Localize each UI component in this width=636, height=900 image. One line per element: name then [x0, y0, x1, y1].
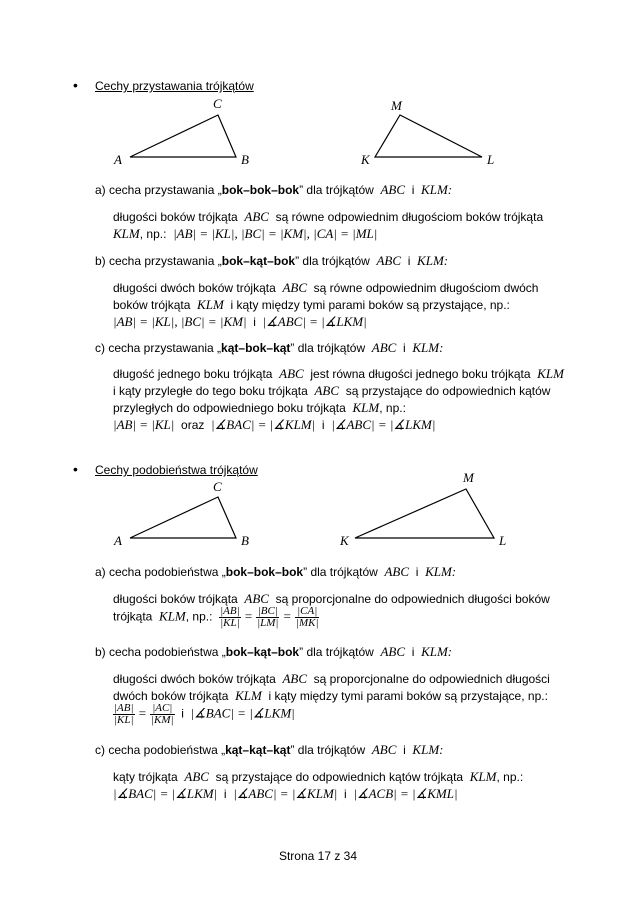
text: długości dwóch boków trójkąta [113, 672, 276, 686]
math: KLM [537, 366, 564, 381]
math-equation: |AB| = |KL| [113, 417, 175, 432]
math: ABC [376, 253, 402, 268]
text: i [411, 183, 415, 197]
criterion-name: kąt–kąt–kąt [225, 743, 291, 757]
text: kąty trójkąta [113, 770, 178, 784]
text: i [411, 645, 415, 659]
similarity-sss-title [95, 564, 456, 580]
math: ABC [244, 209, 269, 224]
math: ABC [282, 280, 307, 295]
text: i [403, 341, 406, 355]
math: KLM: [412, 742, 444, 757]
math: ABC [380, 644, 406, 659]
vertex-label-k: K [361, 152, 370, 167]
vertex-label-c: C [213, 479, 222, 494]
criterion-name: bok–kąt–bok [225, 645, 300, 659]
math: ABC [371, 340, 397, 355]
similarity-sas-line3 [113, 703, 295, 726]
text: są przystające do odpowiednich kątów trójkąta [215, 770, 464, 784]
text: ” dla trójkątów [303, 565, 378, 579]
fraction: $\frac{|AB|}{|KL|}$ [220, 605, 240, 629]
text: boków trójkąta [113, 298, 191, 312]
text: są równe odpowiednim długościom dwóch [313, 281, 539, 295]
criterion-name: bok–bok–bok [225, 565, 304, 579]
text: i [403, 743, 406, 757]
fraction: $\frac{|AB|}{|KL|}$ [114, 702, 134, 726]
math: ABC [380, 182, 406, 197]
math: ABC [314, 383, 340, 398]
math: ABC [384, 564, 410, 579]
text: , np.: [496, 770, 524, 784]
text: ” dla trójkątów [290, 743, 366, 757]
text: c) cecha podobieństwa „ [95, 743, 226, 757]
vertex-label-k: K [340, 533, 349, 548]
equals-sign: = [243, 608, 253, 624]
text: ” dla trójkątów [290, 341, 366, 355]
similarity-aaa-title [95, 742, 443, 758]
vertex-label-c: C [213, 96, 222, 111]
text: a) cecha przystawania „ [95, 183, 222, 197]
similarity-aaa-line2 [113, 786, 458, 802]
text: trójkąta [113, 609, 153, 624]
math-equation: |∡ABC| = |∡KLM| [233, 786, 338, 801]
vertex-label-a: A [114, 152, 122, 167]
triangle-klm [355, 489, 494, 538]
bullet-icon: • [73, 77, 78, 93]
fraction: $\frac{|CA|}{|MK|}$ [295, 605, 319, 629]
text: i [344, 787, 347, 801]
math: ABC [282, 671, 307, 686]
math-equation: |AB| = |KL|, |BC| = |KM|, |CA| = |ML| [173, 226, 378, 241]
criterion-name: bok–bok–bok [221, 183, 300, 197]
text: b) cecha podobieństwa „ [95, 645, 226, 659]
vertex-label-m: M [463, 470, 474, 485]
vertex-label-a: A [114, 533, 122, 548]
math: KLM [352, 400, 380, 415]
vertex-label-l: L [487, 152, 495, 167]
math: ABC [244, 591, 269, 606]
text: c) cecha przystawania „ [95, 341, 222, 355]
math: ABC [184, 769, 209, 784]
equals-sign: = [137, 705, 147, 721]
text: a) cecha podobieństwa „ [95, 565, 226, 579]
criterion-name: kąt–bok–kąt [221, 341, 291, 355]
text: ” dla trójkątów [299, 183, 374, 197]
equals-sign: = [282, 608, 292, 624]
math: KLM [113, 226, 140, 241]
fraction: $\frac{|BC|}{|LM|}$ [257, 605, 279, 629]
text: i kąty przyległe do tego boku trójkąta [113, 384, 308, 398]
math-equation: |∡ABC| = |∡LKM| [262, 314, 367, 329]
text: długości boków trójkąta [113, 210, 238, 224]
math: KLM: [412, 340, 444, 355]
text: są proporcjonalne do odpowiednich długości boków [275, 592, 550, 606]
similarity-sas-line2 [113, 688, 548, 704]
section-heading: Cechy przystawania trójkątów [95, 79, 254, 93]
math-equation: |∡BAC| = |∡KLM| [211, 417, 316, 432]
math-equation: |∡ACB| = |∡KML| [353, 786, 458, 801]
math-equation: |∡ABC| = |∡LKM| [331, 417, 436, 432]
vertex-label-b: B [241, 152, 249, 167]
text: i [223, 787, 227, 801]
page-footer: Strona 17 z 34 [278, 849, 358, 863]
text: , np.: [185, 609, 213, 624]
text: są przystające do odpowiednich kątów [345, 384, 551, 398]
similarity-sas-title [95, 644, 452, 660]
text: oraz [181, 418, 205, 432]
math: KLM [197, 297, 224, 312]
math: KLM [469, 769, 497, 784]
math-equation: |AB| = |KL|, |BC| = |KM| [113, 314, 247, 329]
text: i [181, 706, 184, 721]
text: długości dwóch boków trójkąta [113, 281, 276, 295]
section-heading: Cechy podobieństwa trójkątów [95, 463, 258, 477]
text: i [321, 418, 325, 432]
text: dwóch boków trójkąta [113, 689, 229, 703]
similarity-sss-line2 [113, 606, 319, 629]
bullet-icon: • [73, 461, 78, 477]
text: i [407, 254, 411, 268]
math: KLM: [425, 564, 457, 579]
text: ” dla trójkątów [299, 645, 374, 659]
text: długość jednego boku trójkąta [113, 367, 273, 381]
fraction: $\frac{|AC|}{|KM|}$ [150, 702, 174, 726]
vertex-label-l: L [499, 533, 507, 548]
math: KLM: [421, 644, 453, 659]
vertex-label-b: B [241, 533, 249, 548]
math-equation: |∡BAC| = |∡LKM| [113, 786, 218, 801]
text: są równe odpowiednim długościom boków trójkąta [275, 210, 544, 224]
text: długości boków trójkąta [113, 592, 238, 606]
similarity-sas-line1 [113, 671, 550, 687]
criterion-name: bok–kąt–bok [221, 254, 296, 268]
text: jest równa długości jednego boku trójkąta [310, 367, 531, 381]
math: KLM: [417, 253, 449, 268]
text: , np.: [139, 227, 167, 241]
text: przyległych do odpowiedniego boku trójkąta [113, 401, 346, 415]
similarity-aaa-line1 [113, 769, 523, 785]
text: i kąty między tymi parami boków są przystające, np.: [230, 298, 510, 312]
math: KLM [235, 688, 262, 703]
math: ABC [371, 742, 397, 757]
vertex-label-m: M [391, 98, 402, 113]
text: i [415, 565, 419, 579]
text: i [253, 315, 256, 329]
text: i kąty między tymi parami boków są przystające, np.: [268, 689, 548, 703]
similarity-sss-line1 [113, 591, 550, 607]
text: ” dla trójkątów [295, 254, 370, 268]
text: są proporcjonalne do odpowiednich długości [313, 672, 550, 686]
triangle-abc [130, 497, 236, 538]
text: b) cecha przystawania „ [95, 254, 222, 268]
math: KLM: [421, 182, 453, 197]
math-equation: |∡BAC| = |∡LKM| [190, 705, 295, 721]
math: ABC [279, 366, 304, 381]
text: , np.: [379, 401, 406, 415]
math: KLM [159, 608, 186, 624]
